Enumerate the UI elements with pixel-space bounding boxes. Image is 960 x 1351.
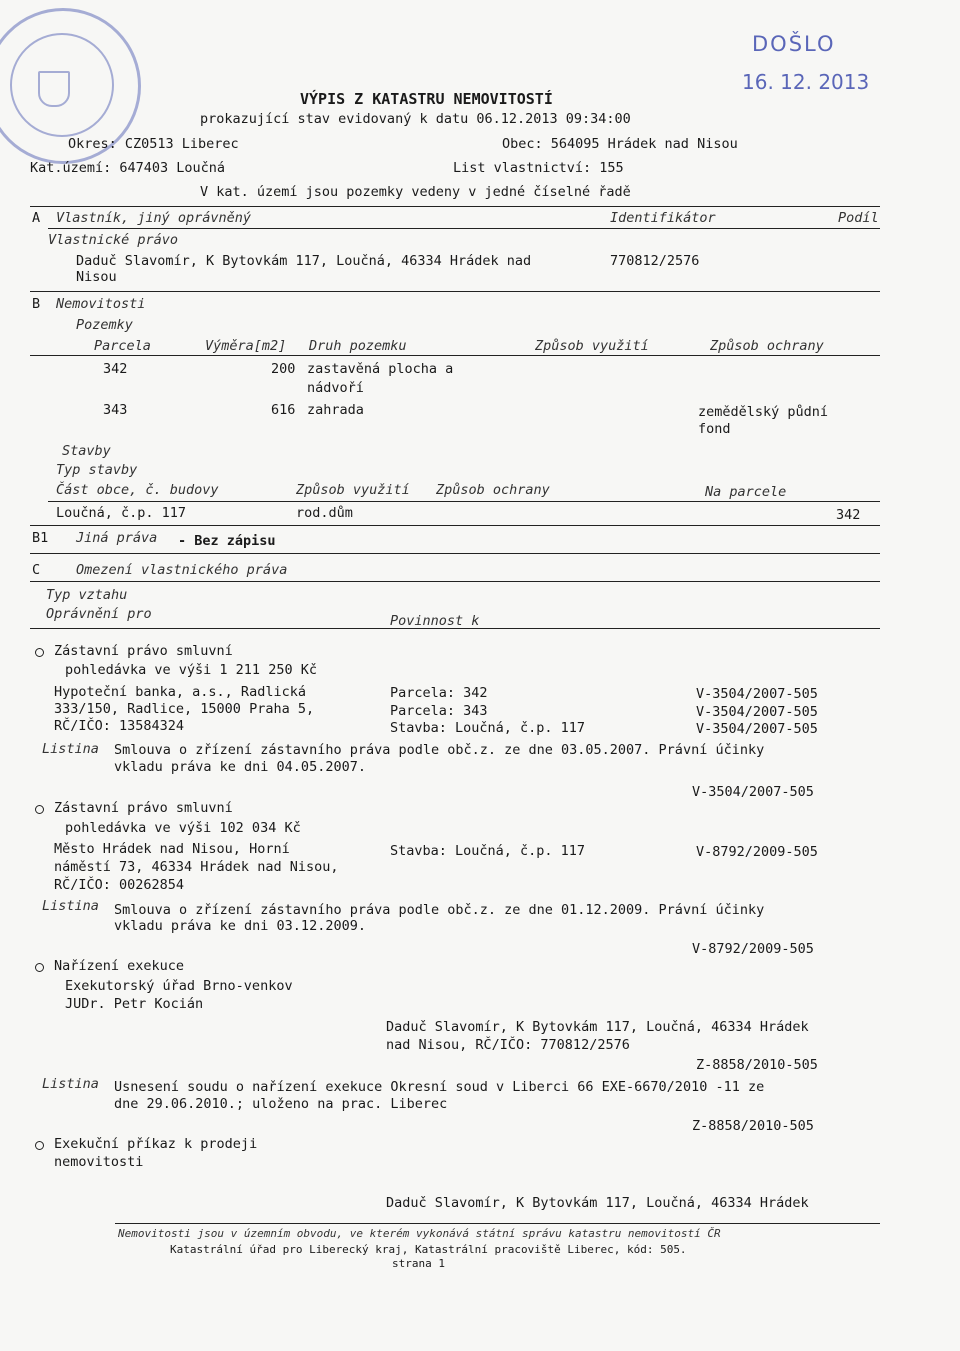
reference-number: V-8792/2009-505 — [692, 941, 814, 957]
divider — [48, 228, 880, 229]
entry-detail: pohledávka ve výši 102 034 Kč — [65, 820, 301, 836]
stavba-na-parcele: 342 — [836, 507, 861, 523]
footer-line-1: Nemovitosti jsou v územním obvodu, ve kterém vykonává státní správu katastru nemovitostí ČR — [118, 1227, 721, 1240]
section-b-letter: B — [32, 296, 41, 312]
creditor-line: Město Hrádek nad Nisou, Horní — [54, 841, 290, 857]
reference-number: V-3504/2007-505 — [696, 704, 818, 720]
owner-line-1: Daduč Slavomír, K Bytovkám 117, Loučná, 46334 Hrádek nad — [76, 253, 532, 269]
reference-number: V-8792/2009-505 — [696, 844, 818, 860]
stavby-label: Stavby — [62, 443, 111, 459]
col-stavby-vyuziti: Způsob využití — [296, 482, 410, 498]
section-a-title: Vlastník, jiný oprávněný — [56, 210, 252, 226]
object-line: Stavba: Loučná, č.p. 117 — [390, 720, 586, 736]
entry-type: Zástavní právo smluvní — [54, 800, 233, 816]
divider — [30, 525, 880, 526]
col-zpusob-ochrany: Způsob ochrany — [710, 338, 824, 354]
entry-detail: nemovitosti — [54, 1154, 144, 1170]
bullet-icon — [35, 963, 44, 972]
listina-label: Listina — [42, 741, 99, 757]
col-vymera: Výměra[m2] — [205, 338, 287, 354]
footer-divider — [115, 1223, 880, 1224]
section-c-letter: C — [32, 562, 41, 578]
pozemky-label: Pozemky — [76, 317, 133, 333]
reference-number: V-3504/2007-505 — [696, 686, 818, 702]
document-subtitle: prokazující stav evidovaný k datu 06.12.2013 09:34:00 — [200, 111, 631, 127]
entry-detail: pohledávka ve výši 1 211 250 Kč — [65, 662, 317, 678]
col-na-parcele: Na parcele — [705, 484, 787, 500]
debtor-line: Daduč Slavomír, K Bytovkám 117, Loučná, 46334 Hrádek — [386, 1195, 809, 1211]
typ-vztahu-label: Typ vztahu — [46, 587, 128, 603]
listina-text: vkladu práva ke dni 04.05.2007. — [114, 759, 366, 775]
received-stamp-label: DOŠLO — [752, 32, 836, 56]
col-zpusob-vyuziti: Způsob využití — [535, 338, 649, 354]
okres: Okres: CZ0513 Liberec — [68, 136, 239, 152]
obec: Obec: 564095 Hrádek nad Nisou — [502, 136, 738, 152]
object-line: Parcela: 342 — [390, 685, 488, 701]
numbering-note: V kat. území jsou pozemky vedeny v jedné číselné řadě — [200, 184, 631, 200]
entry-type: Zástavní právo smluvní — [54, 643, 233, 659]
parcel-number: 342 — [103, 361, 128, 377]
reference-number: Z-8858/2010-505 — [692, 1118, 814, 1134]
creditor-line: 333/150, Radlice, 15000 Praha 5, — [54, 701, 315, 717]
parcel-area: 616 — [271, 402, 296, 418]
section-b1-letter: B1 — [32, 530, 49, 546]
reference-number: V-3504/2007-505 — [692, 784, 814, 800]
list-vlastnictvi: List vlastnictví: 155 — [453, 160, 624, 176]
listina-text: dne 29.06.2010.; uloženo na prac. Liberec — [114, 1096, 448, 1112]
entry-type: Exekuční příkaz k prodeji — [54, 1136, 258, 1152]
col-druh-pozemku: Druh pozemku — [309, 338, 407, 354]
creditor-line: Hypoteční banka, a.s., Radlická — [54, 684, 306, 700]
debtor-line: Daduč Slavomír, K Bytovkám 117, Loučná, 46334 Hrádek — [386, 1019, 809, 1035]
creditor-line: RČ/IČO: 13584324 — [54, 718, 185, 734]
vlastnicke-pravo-label: Vlastnické právo — [48, 232, 179, 248]
section-b1-title: Jiná práva — [76, 530, 158, 546]
divider — [30, 355, 880, 356]
parcel-type: zahrada — [307, 402, 364, 418]
divider — [30, 291, 880, 292]
divider — [30, 628, 880, 629]
parcel-number: 343 — [103, 402, 128, 418]
col-podil: Podíl — [838, 210, 879, 226]
col-cast-obce: Část obce, č. budovy — [56, 482, 219, 498]
bullet-icon — [35, 1141, 44, 1150]
bullet-icon — [35, 805, 44, 814]
object-line: Stavba: Loučná, č.p. 117 — [390, 843, 586, 859]
parcel-type: zastavěná plocha a — [307, 361, 454, 377]
kat-uzemi: Kat.území: 647403 Loučná — [30, 160, 226, 176]
stavba-cast-obce: Loučná, č.p. 117 — [56, 505, 187, 521]
parcel-protection: zemědělský půdní — [698, 404, 829, 420]
footer-line-2: Katastrální úřad pro Liberecký kraj, Katastrální pracoviště Liberec, kód: 505. — [170, 1243, 687, 1256]
stavba-vyuziti: rod.dům — [296, 505, 353, 521]
page-number: strana 1 — [392, 1257, 445, 1270]
section-c-title: Omezení vlastnického práva — [76, 562, 288, 578]
opravneni-pro-label: Oprávnění pro — [46, 606, 152, 622]
col-identifikator: Identifikátor — [610, 210, 716, 226]
typ-stavby-label: Typ stavby — [56, 462, 138, 478]
listina-label: Listina — [42, 898, 99, 914]
divider — [30, 581, 880, 582]
parcel-type-cont: nádvoří — [307, 380, 364, 396]
listina-text: Usnesení soudu o nařízení exekuce Okresní soud v Liberci 66 EXE-6670/2010 -11 ze — [114, 1079, 765, 1095]
section-a-letter: A — [32, 210, 41, 226]
document-title: VÝPIS Z KATASTRU NEMOVITOSTÍ — [300, 90, 553, 108]
reference-number: V-3504/2007-505 — [696, 721, 818, 737]
creditor-line: náměstí 73, 46334 Hrádek nad Nisou, — [54, 859, 339, 875]
divider — [48, 501, 880, 502]
object-line: Parcela: 343 — [390, 703, 488, 719]
parcel-protection-cont: fond — [698, 421, 731, 437]
divider — [30, 553, 880, 554]
divider — [30, 206, 880, 207]
listina-label: Listina — [42, 1076, 99, 1092]
section-b-title: Nemovitosti — [56, 296, 146, 312]
creditor-line: JUDr. Petr Kocián — [65, 996, 204, 1012]
listina-text: Smlouva o zřízení zástavního práva podle obč.z. ze dne 03.05.2007. Právní účinky — [114, 742, 765, 758]
povinnost-k-label: Povinnost k — [390, 613, 480, 629]
creditor-line: RČ/IČO: 00262854 — [54, 877, 185, 893]
col-stavby-ochrany: Způsob ochrany — [436, 482, 550, 498]
bullet-icon — [35, 648, 44, 657]
creditor-line: Exekutorský úřad Brno-venkov — [65, 978, 293, 994]
received-stamp-date: 16. 12. 2013 — [742, 70, 870, 94]
reference-number: Z-8858/2010-505 — [696, 1057, 818, 1073]
listina-text: vkladu práva ke dni 03.12.2009. — [114, 918, 366, 934]
owner-line-2: Nisou — [76, 269, 117, 285]
debtor-line: nad Nisou, RČ/IČO: 770812/2576 — [386, 1037, 630, 1053]
listina-text: Smlouva o zřízení zástavního práva podle obč.z. ze dne 01.12.2009. Právní účinky — [114, 902, 765, 918]
entry-type: Nařízení exekuce — [54, 958, 185, 974]
owner-id: 770812/2576 — [610, 253, 700, 269]
parcel-area: 200 — [271, 361, 296, 377]
section-b1-value: - Bez zápisu — [178, 533, 276, 549]
col-parcela: Parcela — [94, 338, 151, 354]
